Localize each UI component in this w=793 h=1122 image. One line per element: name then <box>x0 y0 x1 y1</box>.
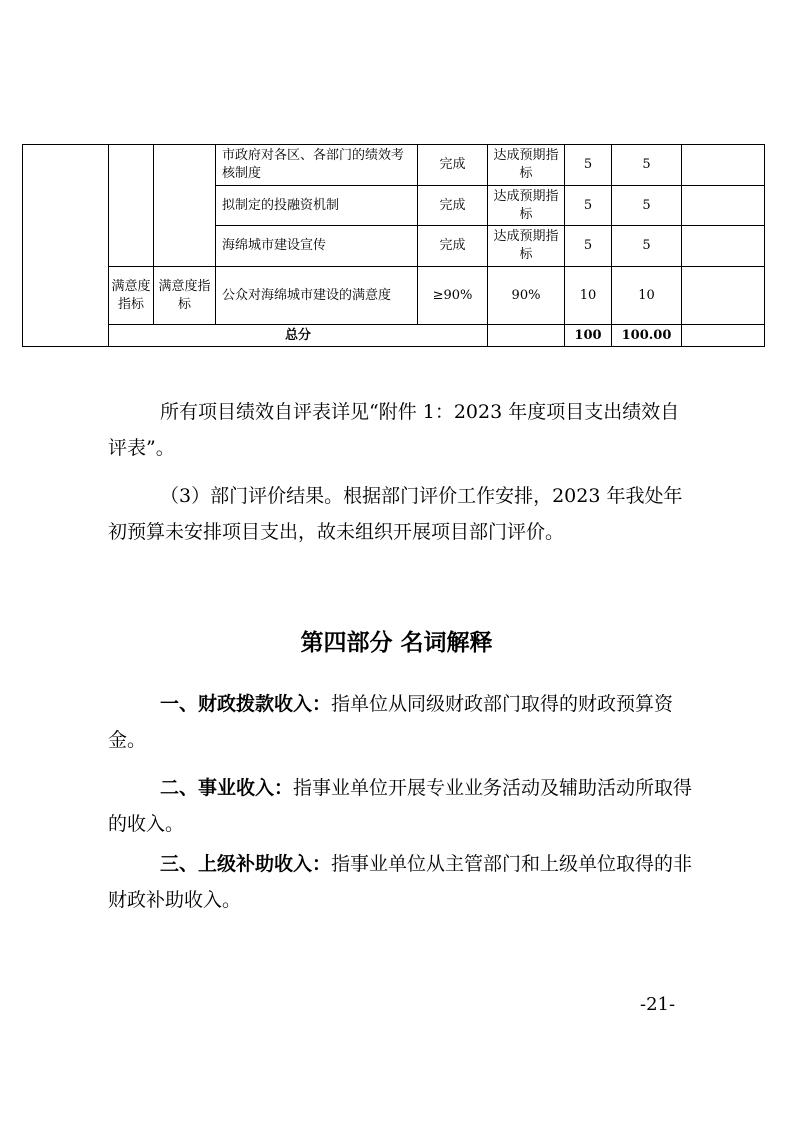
table-cell-score: 10 <box>612 267 682 325</box>
definition-text: 指事业单位开展专业业务活动及辅助活动所取得的收入。 <box>108 777 693 835</box>
table-cell-actual: 达成预期指标 <box>488 145 565 186</box>
table-cell-note <box>682 267 765 325</box>
table-cell-level2: 满意度指标 <box>154 267 216 325</box>
table-cell-empty <box>682 325 765 347</box>
table-cell-note <box>682 145 765 186</box>
performance-table <box>22 144 765 347</box>
definition-term: 三、上级补助收入： <box>160 853 332 875</box>
table-total-row <box>23 325 765 347</box>
table-total-label: 总分 <box>109 325 488 347</box>
definition-item <box>108 846 698 918</box>
table-total-weight: 100 <box>565 325 612 347</box>
table-total-score: 100.00 <box>612 325 682 347</box>
table-cell-weight: 10 <box>565 267 612 325</box>
table-cell-score: 5 <box>612 186 682 226</box>
table-cell-indicator: 海绵城市建设宣传 <box>216 226 418 267</box>
definition-text: 指事业单位从主管部门和上级单位取得的非财政补助收入。 <box>108 853 693 911</box>
table-cell-weight: 5 <box>565 145 612 186</box>
table-cell-empty <box>488 325 565 347</box>
table-cell-score: 5 <box>612 226 682 267</box>
table-cell-empty <box>23 145 109 347</box>
table-cell-indicator: 公众对海绵城市建设的满意度 <box>216 267 418 325</box>
table-cell-level1: 满意度指标 <box>109 267 154 325</box>
table-cell-indicator: 市政府对各区、各部门的绩效考核制度 <box>216 145 418 186</box>
table-cell-indicator: 拟制定的投融资机制 <box>216 186 418 226</box>
table-row <box>23 145 765 186</box>
table-cell-weight: 5 <box>565 186 612 226</box>
paragraph-attachment-note: 所有项目绩效自评表详见“附件 1：2023 年度项目支出绩效自评表”。 <box>108 401 680 459</box>
table-cell-empty <box>154 145 216 267</box>
table-cell-actual: 达成预期指标 <box>488 186 565 226</box>
table-cell-target: 完成 <box>418 186 488 226</box>
definition-term: 一、财政拨款收入： <box>160 693 332 715</box>
definition-item <box>108 770 698 842</box>
page-number: -21- <box>640 994 676 1015</box>
table-cell-actual: 达成预期指标 <box>488 226 565 267</box>
definition-item <box>108 686 698 758</box>
table-cell-note <box>682 186 765 226</box>
table-cell-target: ≥90% <box>418 267 488 325</box>
section-heading: 第四部分 名词解释 <box>300 629 493 656</box>
table-cell-note <box>682 226 765 267</box>
definition-text: 指单位从同级财政部门取得的财政预算资金。 <box>108 693 674 751</box>
table-cell-actual: 90% <box>488 267 565 325</box>
table-row <box>23 267 765 325</box>
table-cell-target: 完成 <box>418 226 488 267</box>
paragraph-department-evaluation: （3）部门评价结果。根据部门评价工作安排，2023 年我处年初预算未安排项目支出，故未组织开展项目部门评价。 <box>108 485 683 543</box>
table-cell-score: 5 <box>612 145 682 186</box>
table-cell-empty <box>109 145 154 267</box>
table-cell-weight: 5 <box>565 226 612 267</box>
definition-term: 二、事业收入： <box>160 777 294 799</box>
table-cell-target: 完成 <box>418 145 488 186</box>
